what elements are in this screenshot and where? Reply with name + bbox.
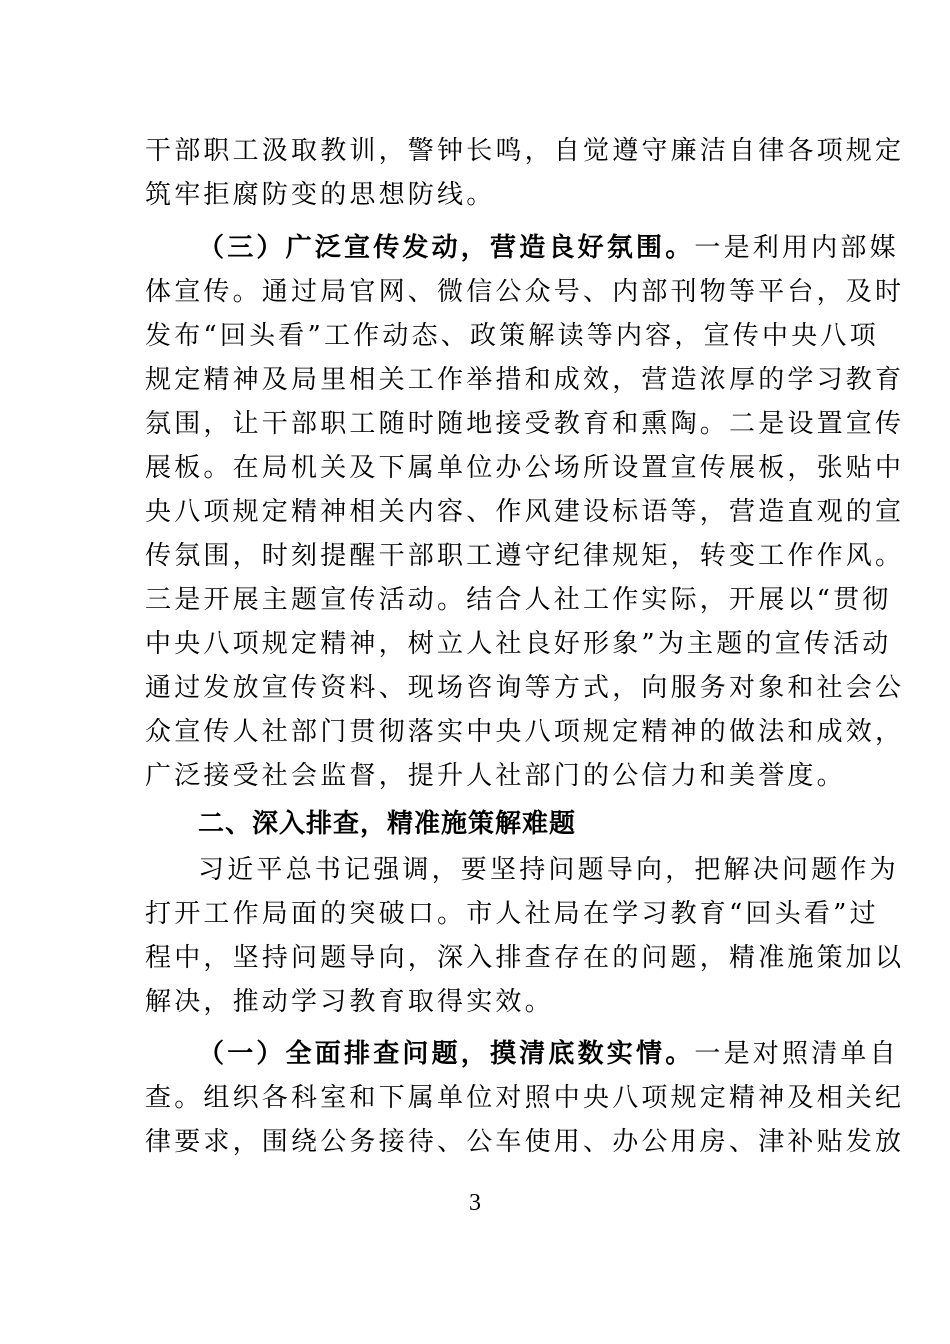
body-text-line: 律要求，围绕公务接待、公车使用、办公用房、津补贴发放 bbox=[145, 1127, 905, 1157]
body-text-line: 央八项规定精神相关内容、作风建设标语等，营造直观的宣 bbox=[145, 497, 905, 527]
body-text-line: 中央八项规定精神，树立人社良好形象”为主题的宣传活动 bbox=[145, 629, 892, 659]
body-text-line: 通过发放宣传资料、现场咨询等方式，向服务对象和社会公 bbox=[145, 673, 905, 703]
body-text-line: 解决，推动学习教育取得实效。 bbox=[145, 987, 554, 1017]
page-number: 3 bbox=[469, 1190, 481, 1216]
body-text-line: 程中，坚持问题导向，深入排查存在的问题，精准施策加以 bbox=[145, 943, 905, 973]
body-text-line: 体宣传。通过局官网、微信公众号、内部刊物等平台，及时 bbox=[145, 277, 905, 307]
body-text-line: 氛围，让干部职工随时随地接受教育和熏陶。二是设置宣传 bbox=[145, 409, 905, 439]
body-text-run: 一是利用内部媒 bbox=[694, 233, 899, 263]
body-text-line: 筑牢拒腐防变的思想防线。 bbox=[145, 180, 496, 210]
body-text-line: 众宣传人社部门贯彻落实中央八项规定精神的做法和成效， bbox=[145, 717, 905, 747]
body-text-line: 三是开展主题宣传活动。结合人社工作实际，开展以“贯彻 bbox=[145, 585, 892, 615]
body-text-run: 一是对照清单自 bbox=[694, 1039, 899, 1069]
body-text-line: 传氛围，时刻提醒干部职工遵守纪律规矩，转变工作作风。 bbox=[145, 541, 905, 571]
paragraph-line bbox=[198, 226, 899, 270]
subheading-3: （三）广泛宣传发动，营造良好氛围。 bbox=[198, 233, 695, 263]
body-text-line: 查。组织各科室和下属单位对照中央八项规定精神及相关纪 bbox=[145, 1083, 905, 1113]
section-heading: 二、深入排查，精准施策解难题 bbox=[198, 809, 577, 839]
body-text-line: 干部职工汲取教训，警钟长鸣，自觉遵守廉洁自律各项规定 bbox=[145, 136, 905, 166]
body-text-line: 广泛接受社会监督，提升人社部门的公信力和美誉度。 bbox=[145, 761, 846, 791]
paragraph-line bbox=[198, 1032, 899, 1076]
body-text-line: 打开工作局面的突破口。市人社局在学习教育“回头看”过 bbox=[145, 899, 879, 929]
body-text-line: 规定精神及局里相关工作举措和成效，营造浓厚的学习教育 bbox=[145, 365, 905, 395]
subheading-1: （一）全面排查问题，摸清底数实情。 bbox=[198, 1039, 695, 1069]
body-text-line: 展板。在局机关及下属单位办公场所设置宣传展板，张贴中 bbox=[145, 453, 905, 483]
body-text-line: 习近平总书记强调，要坚持问题导向，把解决问题作为 bbox=[198, 855, 899, 885]
body-text-line: 发布“回头看”工作动态、政策解读等内容，宣传中央八项 bbox=[145, 321, 879, 351]
